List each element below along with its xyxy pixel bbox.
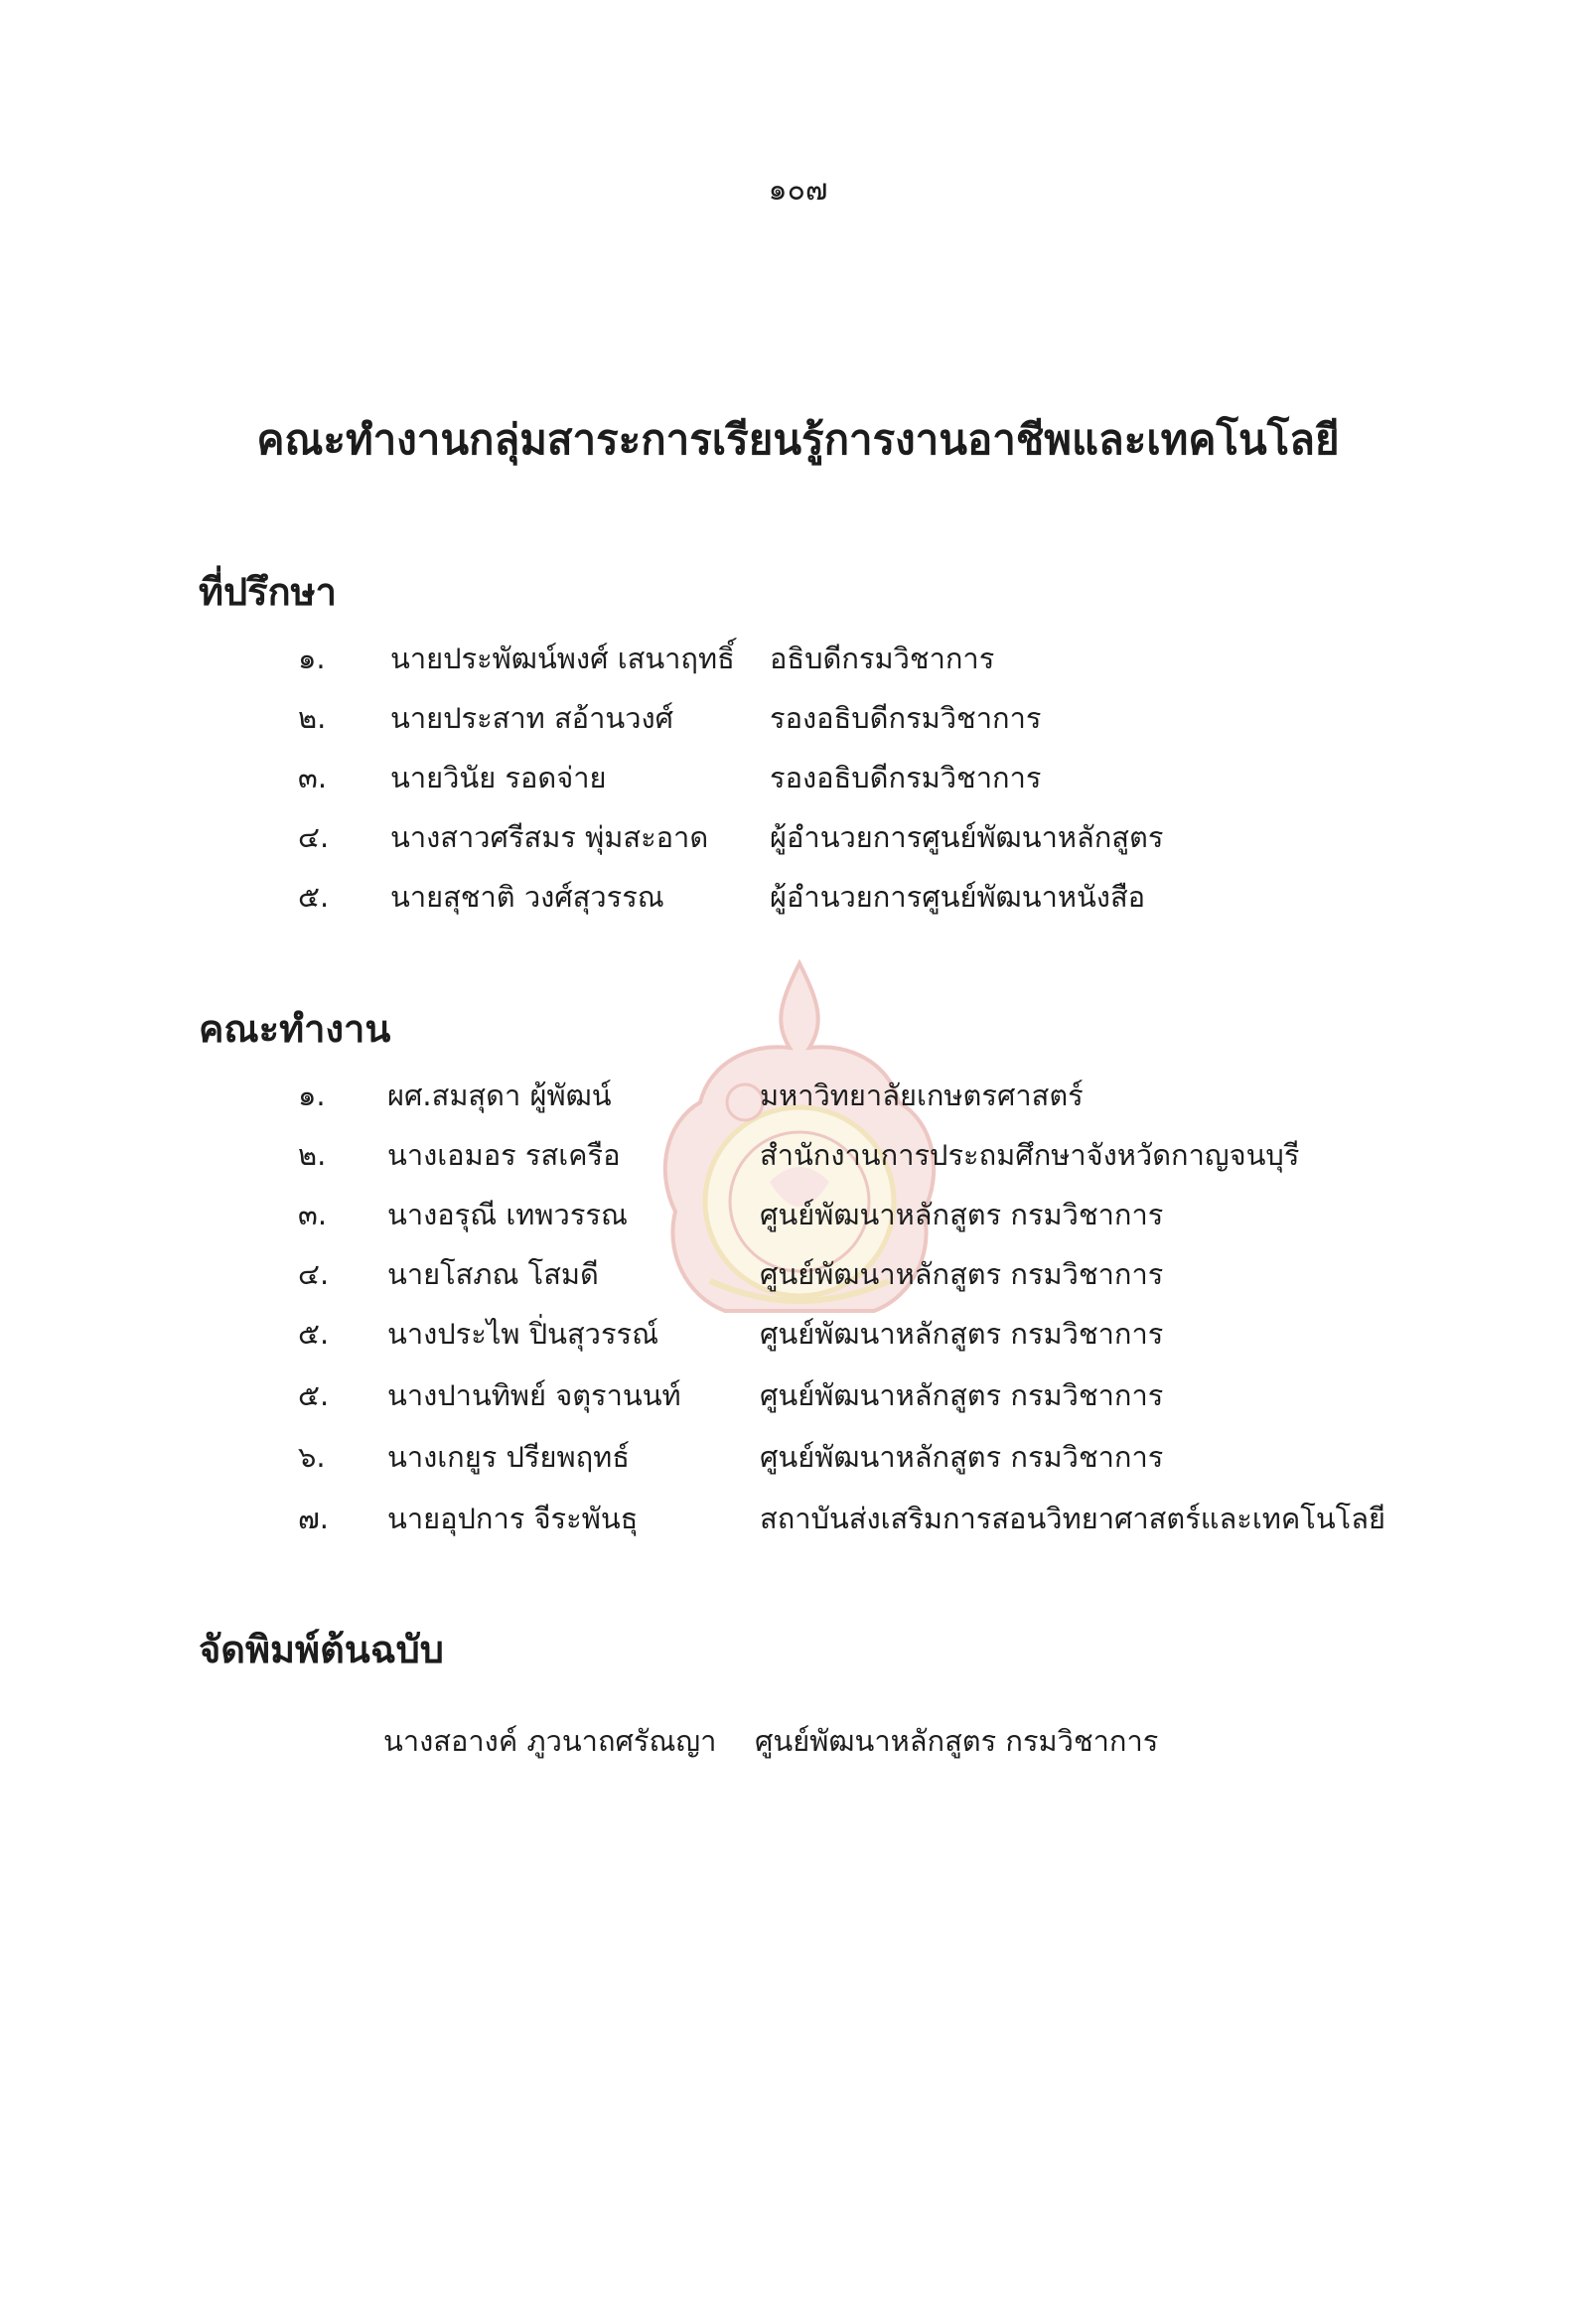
member-name: นายอุปการ จีระพันธุ [387, 1502, 639, 1535]
item-number: ๒. [298, 701, 327, 735]
member-name: นายสุชาติ วงศ์สุวรรณ [390, 880, 664, 914]
member-role: รองอธิบดีกรมวิชาการ [770, 701, 1042, 735]
member-name: นางเอมอร รสเครือ [387, 1138, 621, 1172]
member-role: ศูนย์พัฒนาหลักสูตร กรมวิชาการ [755, 1724, 1159, 1758]
item-number: ๖. [298, 1440, 326, 1474]
member-role: ศูนย์พัฒนาหลักสูตร กรมวิชาการ [760, 1317, 1164, 1351]
member-role: ศูนย์พัฒนาหลักสูตร กรมวิชาการ [760, 1440, 1164, 1474]
section-heading-advisors: ที่ปรึกษา [199, 570, 337, 614]
item-number: ๕. [298, 880, 330, 914]
member-role: อธิบดีกรมวิชาการ [770, 642, 995, 675]
member-name: นางสอางค์ ภูวนาถศรัณญา [383, 1724, 717, 1758]
document-title: คณะทำงานกลุ่มสาระการเรียนรู้การงานอาชีพและเทคโนโลยี [256, 415, 1340, 464]
item-number: ๕. [298, 1317, 330, 1351]
member-name: นางปานทิพย์ จตุรานนท์ [387, 1378, 681, 1412]
member-name: ผศ.สมสุดา ผู้พัฒน์ [387, 1079, 612, 1112]
member-name: นายโสภณ โสมดี [387, 1257, 599, 1291]
page-number: ๑๐๗ [768, 173, 828, 208]
member-role: สถาบันส่งเสริมการสอนวิทยาศาสตร์และเทคโนโลยี [760, 1502, 1385, 1535]
item-number: ๔. [298, 1257, 330, 1291]
member-role: ผู้อำนวยการศูนย์พัฒนาหลักสูตร [770, 820, 1164, 854]
member-name: นางสาวศรีสมร พุ่มสะอาด [390, 820, 709, 854]
item-number: ๓. [298, 1198, 328, 1231]
item-number: ๓. [298, 761, 328, 794]
item-number: ๑. [298, 642, 326, 675]
section-heading-typist: จัดพิมพ์ต้นฉบับ [199, 1628, 444, 1671]
item-number: ๔. [298, 820, 330, 854]
member-name: นายวินัย รอดจ่าย [390, 761, 607, 794]
item-number: ๗. [298, 1502, 330, 1535]
member-name: นางอรุณี เทพวรรณ [387, 1198, 628, 1231]
member-role: ศูนย์พัฒนาหลักสูตร กรมวิชาการ [760, 1257, 1164, 1291]
member-name: นายประสาท สอ้านวงศ์ [390, 701, 674, 735]
item-number: ๕. [298, 1378, 330, 1412]
member-role: มหาวิทยาลัยเกษตรศาสตร์ [760, 1079, 1084, 1112]
member-name: นายประพัฒน์พงศ์ เสนาฤทธิ์ [390, 642, 735, 675]
member-role: รองอธิบดีกรมวิชาการ [770, 761, 1042, 794]
member-role: ศูนย์พัฒนาหลักสูตร กรมวิชาการ [760, 1378, 1164, 1412]
item-number: ๒. [298, 1138, 327, 1172]
member-role: สำนักงานการประถมศึกษาจังหวัดกาญจนบุรี [760, 1138, 1300, 1172]
item-number: ๑. [298, 1079, 326, 1112]
member-name: นางประไพ ปิ่นสุวรรณ์ [387, 1317, 659, 1351]
member-name: นางเกยูร ปรียพฤทธ์ [387, 1440, 630, 1474]
member-role: ศูนย์พัฒนาหลักสูตร กรมวิชาการ [760, 1198, 1164, 1231]
member-role: ผู้อำนวยการศูนย์พัฒนาหนังสือ [770, 880, 1146, 914]
section-heading-working-group: คณะทำงาน [199, 1007, 391, 1051]
